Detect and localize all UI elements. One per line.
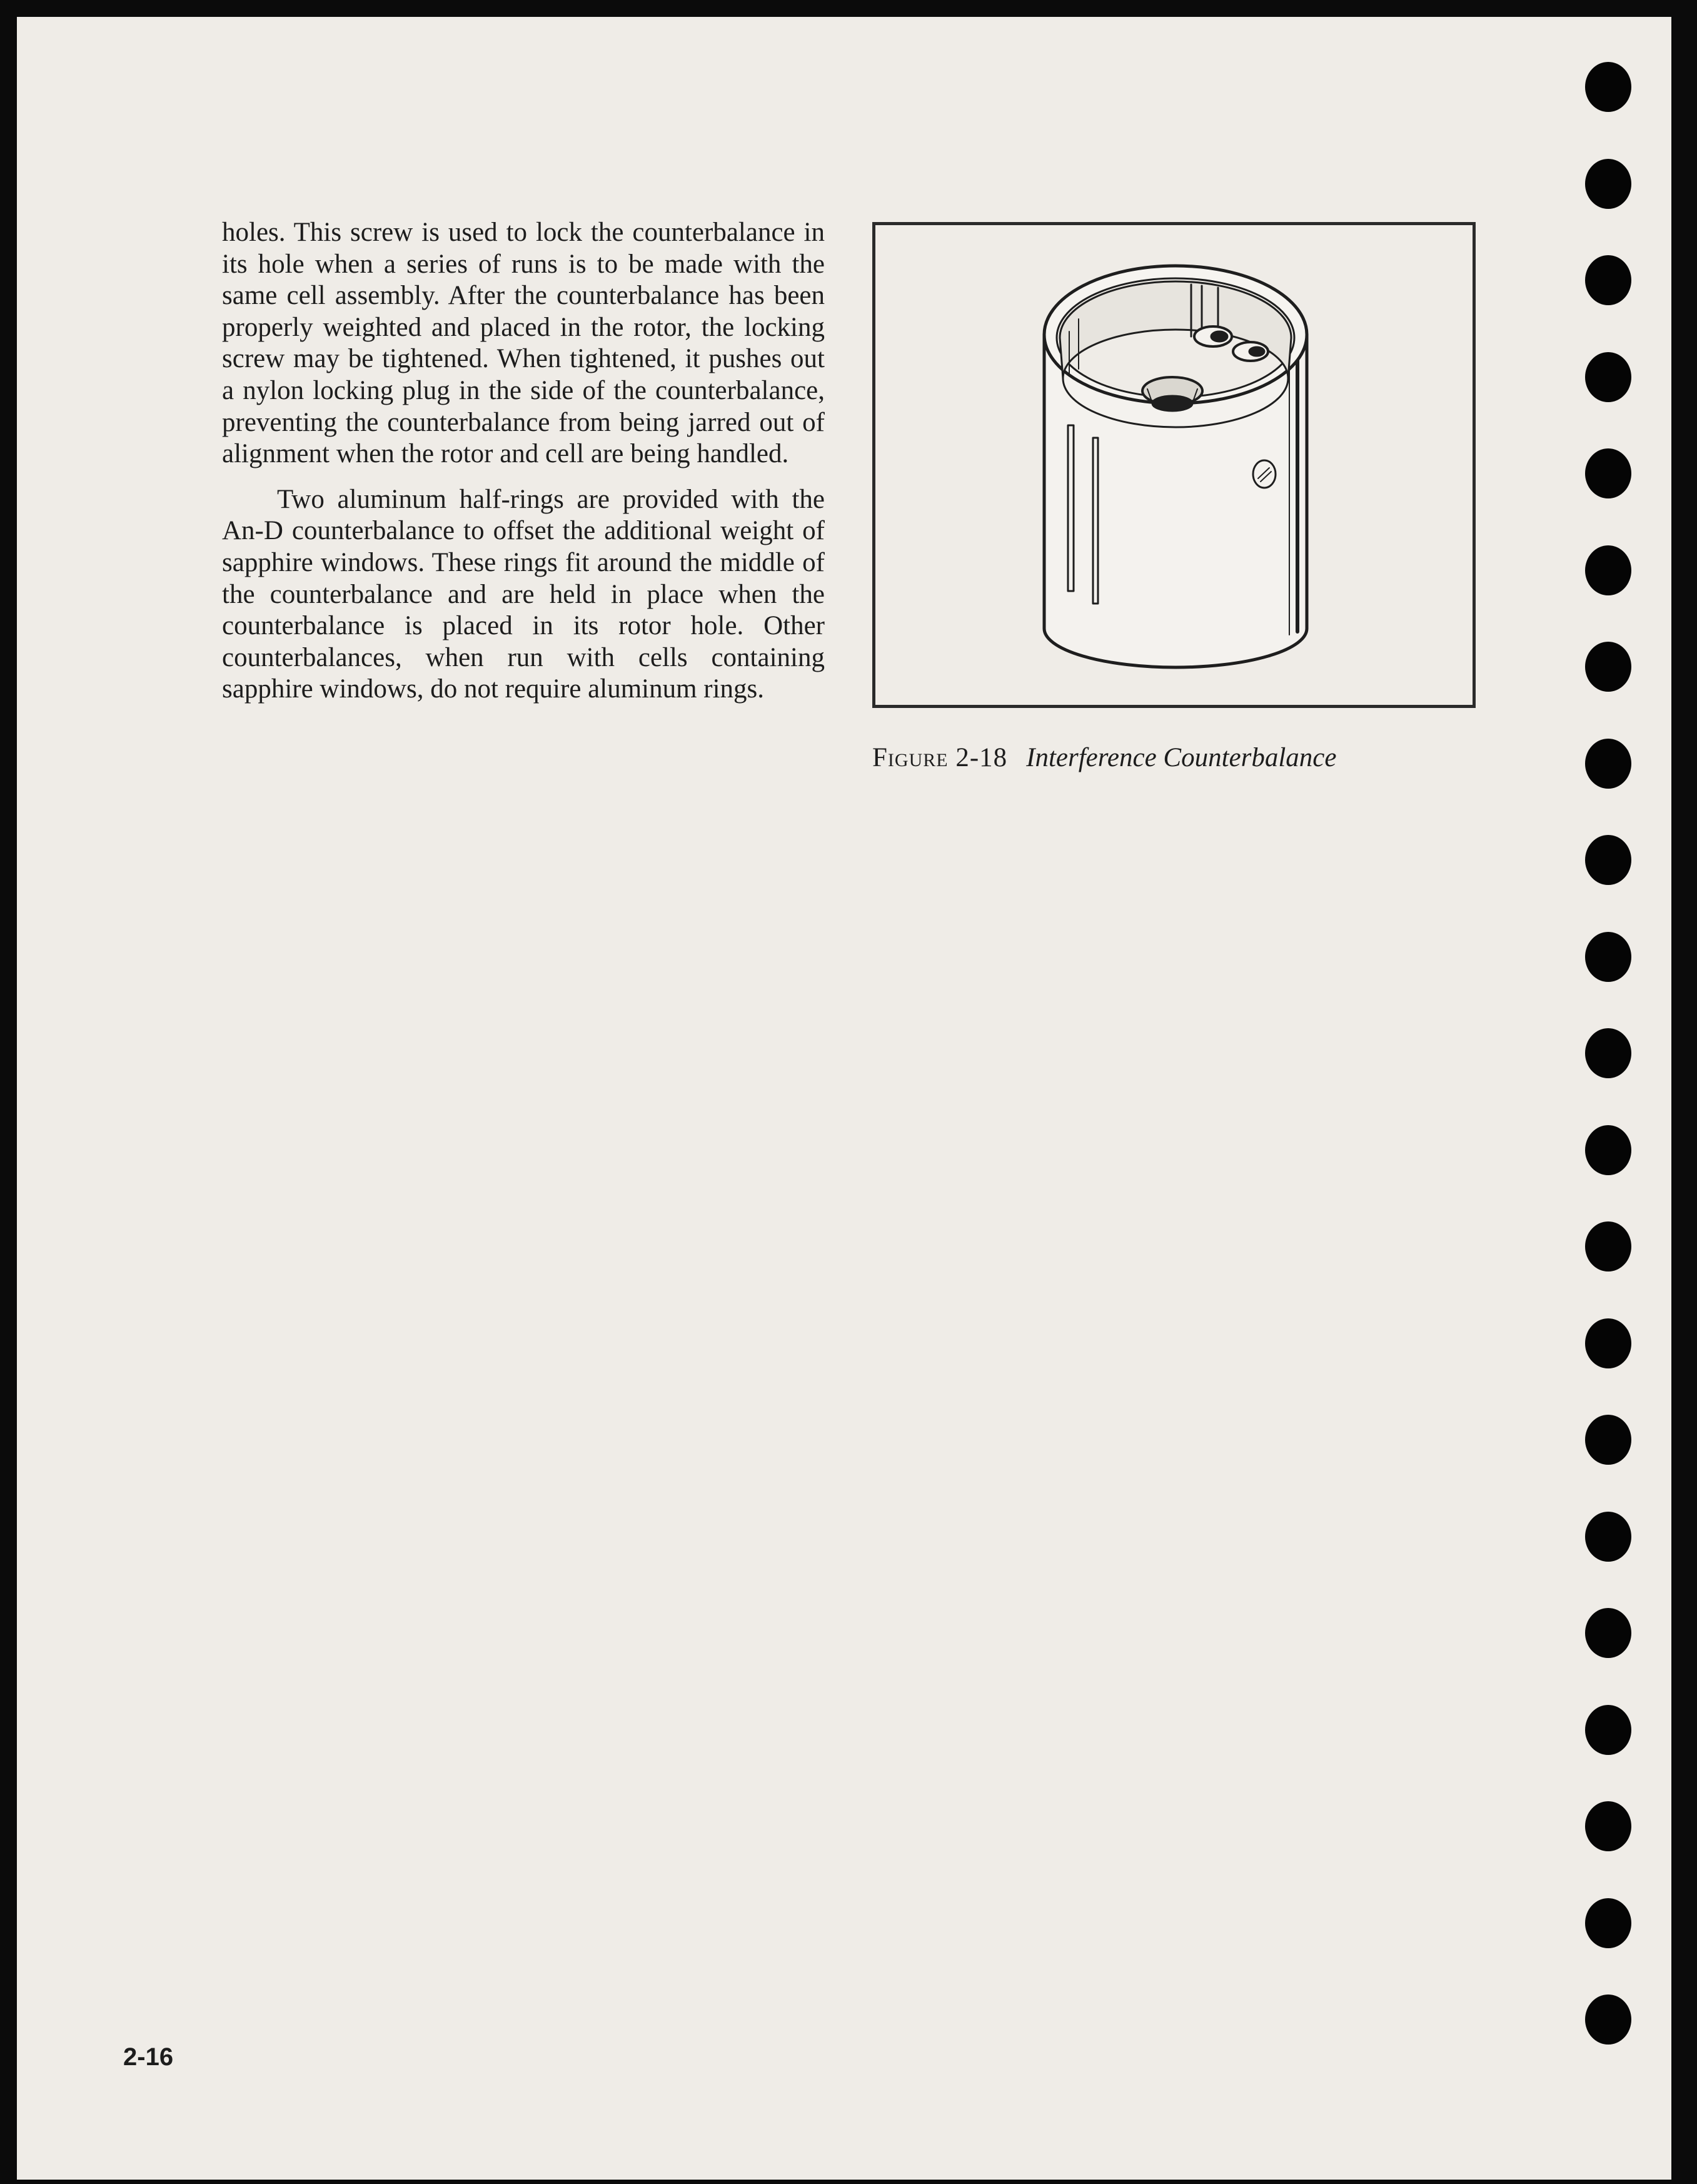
- paragraph-2: Two aluminum half-rings are provided with the An-D counterbalance to offset the additional weight of sapphire windows. These rings fit around the middle of the counterbalance and are held in place when the counterbalance is placed in its rotor hole. Other counterbalances, when run with cells containing sapphire windows, do not require aluminum rings.: [222, 484, 825, 704]
- document-page: [17, 17, 1671, 2180]
- binding-hole: [1585, 255, 1631, 305]
- binding-hole: [1585, 1994, 1631, 2045]
- figure-caption: [872, 742, 1336, 773]
- binding-hole: [1585, 835, 1631, 885]
- binding-hole: [1585, 448, 1631, 498]
- binding-hole: [1585, 1125, 1631, 1175]
- binding-hole: [1585, 1705, 1631, 1755]
- counterbalance-illustration: [875, 225, 1473, 705]
- binding-hole: [1585, 1801, 1631, 1851]
- binding-hole: [1585, 1221, 1631, 1271]
- binding-hole: [1585, 545, 1631, 595]
- figure-frame: [872, 222, 1476, 708]
- paragraph-1: holes. This screw is used to lock the counterbalance in its hole when a series of runs is to be made with the same cell assembly. After the counterbalance has been properly weighted and placed in the rotor, the locking screw may be tightened. When tightened, it pushes out a nylon locking plug in the side of the counterbalance, preventing the counterbalance from being jarred out of alignment when the rotor and cell are being handled.: [222, 218, 825, 469]
- binding-hole: [1585, 1028, 1631, 1078]
- figure-label: Figure 2-18: [872, 743, 1008, 772]
- binding-hole: [1585, 932, 1631, 982]
- locking-plug: [1253, 460, 1276, 488]
- binding-holes: [1585, 62, 1643, 2126]
- binding-hole: [1585, 642, 1631, 692]
- binding-hole: [1585, 62, 1631, 112]
- figure-title: Interference Counterbalance: [1026, 743, 1337, 772]
- binding-hole: [1585, 1512, 1631, 1562]
- binding-hole: [1585, 739, 1631, 789]
- body-text: [222, 217, 825, 705]
- page-number: 2-16: [123, 2043, 174, 2071]
- binding-hole: [1585, 352, 1631, 402]
- binding-hole: [1585, 1415, 1631, 1465]
- binding-hole: [1585, 1898, 1631, 1948]
- binding-hole: [1585, 1608, 1631, 1658]
- binding-hole: [1585, 1318, 1631, 1368]
- binding-hole: [1585, 159, 1631, 209]
